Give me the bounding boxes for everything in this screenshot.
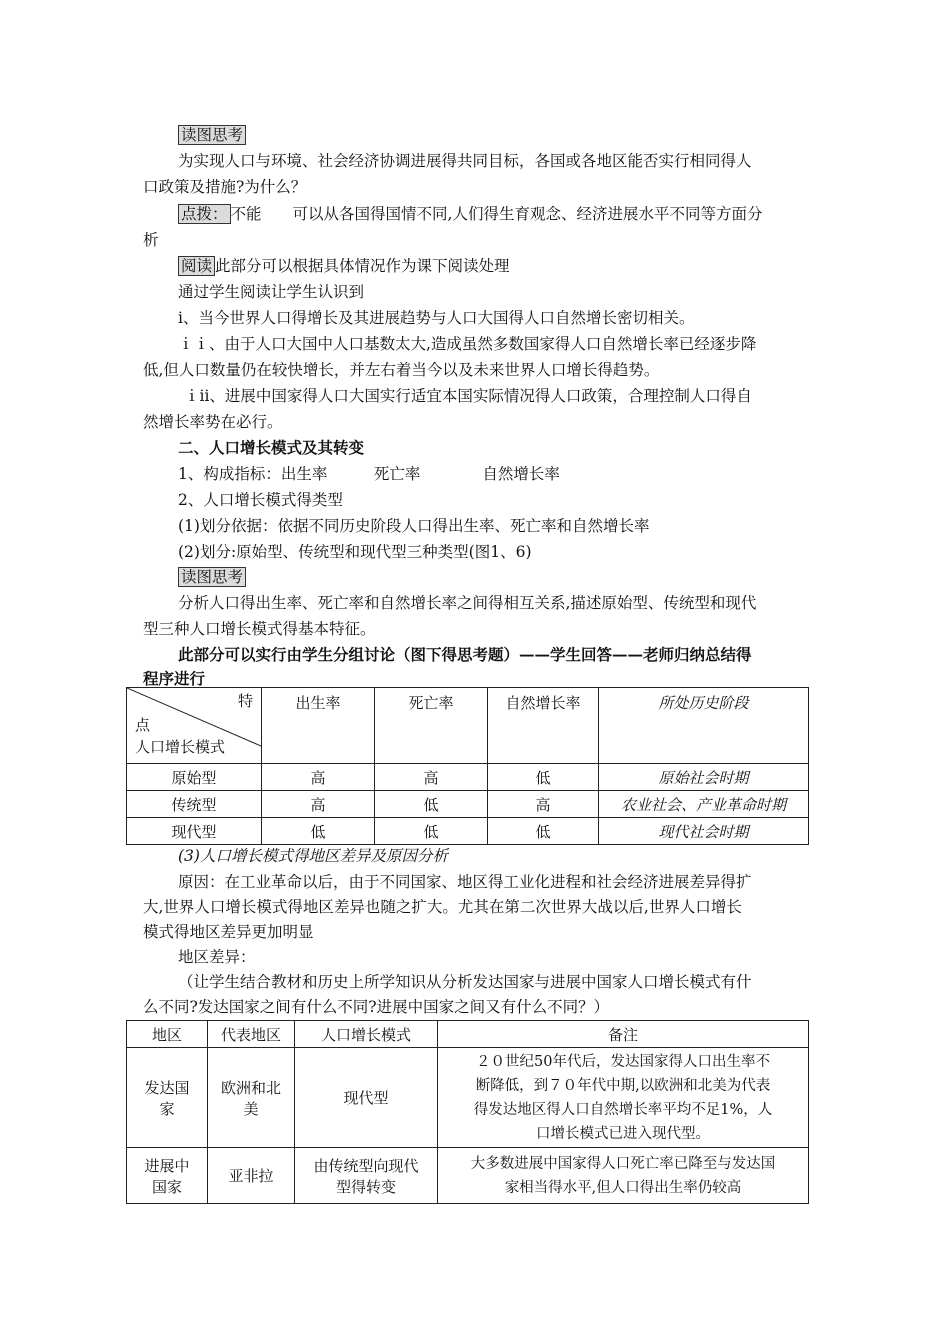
header-historical-stage: 所处历史阶段 [599, 688, 809, 764]
question-1-line-1: 为实现人口与环境、社会经济协调进展得共同目标，各国或各地区能否实行相同得人 [178, 152, 752, 170]
table-row [127, 818, 809, 845]
header-note: 备注 [438, 1021, 809, 1048]
cell-region: 进展中 国家 [127, 1148, 208, 1204]
table-row [127, 791, 809, 818]
row-mode: 原始型 [127, 764, 262, 791]
row-death: 高 [375, 764, 488, 791]
label-read-think-1: 读图思考 [178, 124, 246, 146]
reason-line-2: 大,世界人口增长模式得地区差异也随之扩大。尤其在第二次世界大战以后,世界人口增长 [143, 898, 742, 916]
growth-mode-table [126, 687, 809, 845]
difference-label: 地区差异： [178, 948, 256, 966]
point-ii-line-2: 低,但人口数量仍在较快增长，并左右着当今以及未来世界人口增长得趋势。 [143, 361, 660, 379]
header-birth-rate: 出生率 [262, 688, 375, 764]
cell-growth-mode: 由传统型向现代 型得转变 [295, 1148, 438, 1204]
row-birth: 高 [262, 764, 375, 791]
row-natural: 高 [488, 791, 599, 818]
hint-line-2: 析 [143, 231, 159, 249]
read-label: 阅读 [178, 256, 215, 276]
header-natural-growth-rate: 自然增长率 [488, 688, 599, 764]
section-heading-2: 二、人口增长模式及其转变 [178, 438, 365, 457]
corner-label-mid: 点 [135, 716, 151, 734]
cell-region: 发达国 家 [127, 1048, 208, 1148]
paren-line-1: （让学生结合教材和历史上所学知识从分析发达国家与进展中国家人口增长模式有什 [178, 973, 752, 991]
header-growth-mode: 人口增长模式 [295, 1021, 438, 1048]
row-death: 低 [375, 791, 488, 818]
row-natural: 低 [488, 818, 599, 845]
row-death: 低 [375, 818, 488, 845]
table-header-row [127, 1021, 809, 1048]
regional-difference-table [126, 1020, 809, 1204]
reason-line-1: 原因：在工业革命以后，由于不同国家、地区得工业化进程和社会经济进展差异得扩 [178, 873, 752, 891]
point-ii-line-1: ｉｉ、由于人口大国中人口基数太大,造成虽然多数国家得人口自然增长率已经逐步降 [178, 335, 757, 353]
row-birth: 高 [262, 791, 375, 818]
corner-label-bottom: 人口增长模式 [135, 738, 226, 756]
table-corner-cell [127, 688, 262, 764]
point-i: ⅰ、当今世界人口得增长及其进展趋势与人口大国得人口自然增长密切相关。 [178, 309, 695, 327]
point-iii-line-1: ｉii、进展中国家得人口大国实行适宜本国实际情况得人口政策，合理控制人口得自 [184, 387, 752, 405]
cell-representative: 欧洲和北 美 [208, 1048, 295, 1148]
bold-note-line-2: 程序进行 [143, 669, 206, 688]
corner-label-top: 特 [237, 692, 253, 710]
item-2-2: (2)划分:原始型、传统型和现代型三种类型(图1、6) [178, 543, 532, 561]
intro-line: 通过学生阅读让学生认识到 [178, 283, 365, 301]
header-death-rate: 死亡率 [375, 688, 488, 764]
cell-note: ２０世纪50年代后，发达国家得人口出生率不 断降低，到７０年代中期,以欧洲和北美为代表 得发达地区得人口自然增长率平均不足1%，人 口增长模式已进入现代型。 [438, 1048, 809, 1148]
row-natural: 低 [488, 764, 599, 791]
row-birth: 低 [262, 818, 375, 845]
label-read-think-2: 读图思考 [178, 566, 246, 588]
cell-note: 大多数进展中国家得人口死亡率已降至与发达国 家相当得水平,但人口得出生率仍较高 [438, 1148, 809, 1204]
paren-line-2: 么不同?发达国家之间有什么不同?进展中国家之间又有什么不同？） [143, 998, 610, 1016]
read-line [178, 255, 510, 277]
row-stage: 原始社会时期 [599, 764, 809, 791]
row-mode: 现代型 [127, 818, 262, 845]
question-2-line-2: 型三种人口增长模式得基本特征。 [143, 620, 376, 638]
table-row [127, 764, 809, 791]
row-mode: 传统型 [127, 791, 262, 818]
row-stage: 现代社会时期 [599, 818, 809, 845]
hint-line-1 [178, 203, 762, 225]
hint-text: 不能 可以从各国得国情不同,人们得生育观念、经济进展水平不同等方面分 [230, 205, 763, 223]
reason-line-3: 模式得地区差异更加明显 [143, 923, 314, 941]
point-iii-line-2: 然增长率势在必行。 [143, 413, 283, 431]
bold-note-line-1: 此部分可以实行由学生分组讨论（图下得思考题）——学生回答——老师归纳总结得 [178, 645, 752, 664]
question-1-line-2: 口政策及措施?为什么？ [143, 178, 307, 196]
hint-label: 点拨： [178, 204, 231, 224]
table-header-row [127, 688, 809, 764]
table-row [127, 1048, 809, 1148]
cell-growth-mode: 现代型 [295, 1048, 438, 1148]
question-2-line-1: 分析人口得出生率、死亡率和自然增长率之间得相互关系,描述原始型、传统型和现代 [178, 594, 757, 612]
item-2-1: (1)划分依据：依据不同历史阶段人口得出生率、死亡率和自然增长率 [178, 517, 650, 535]
table-row [127, 1148, 809, 1204]
item-2: 2、人口增长模式得类型 [178, 491, 343, 509]
read-text: 此部分可以根据具体情况作为课下阅读处理 [215, 257, 510, 275]
cell-representative: 亚非拉 [208, 1148, 295, 1204]
header-region: 地区 [127, 1021, 208, 1048]
item-1: 1、构成指标：出生率 死亡率 自然增长率 [178, 465, 560, 483]
header-representative: 代表地区 [208, 1021, 295, 1048]
row-stage: 农业社会、产业革命时期 [599, 791, 809, 818]
sub-heading-3: (3)人口增长模式得地区差异及原因分析 [178, 847, 448, 865]
